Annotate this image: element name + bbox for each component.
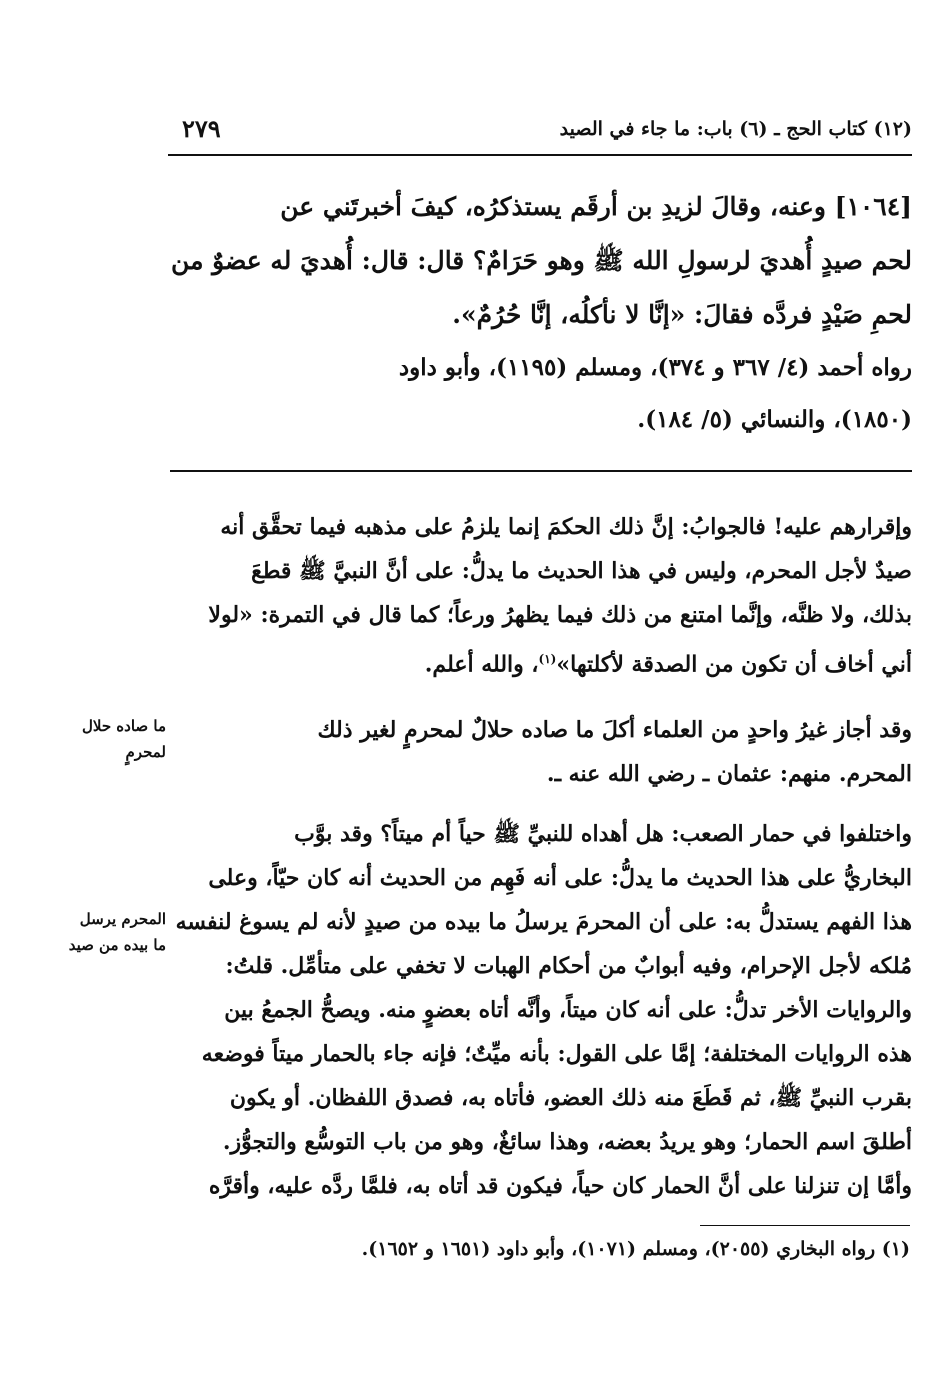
footnote-separator: [700, 1225, 910, 1226]
commentary-line: بقرب النبيِّ ﷺ، ثم قَطَعَ منه ذلك العضو، فأتاه به، فصدق اللفظان. أو يكون: [229, 1085, 912, 1111]
page-number: ٢٧٩: [182, 114, 221, 143]
hadith-line: [١٠٦٤] وعنه، وقالَ لزيدِ بن أرقَم يستذكرُه، كيفَ أخبرتَني عن: [280, 192, 912, 221]
hadith-line: لحمِ صَيْدٍ فردَّه فقالَ: «إنَّا لا نأكلُه، إنَّا حُرُمٌ».: [452, 300, 912, 329]
closing-text: ، والله أعلم.: [424, 651, 539, 678]
margin-note-line: لمحرمٍ: [125, 743, 166, 761]
footnote-reference[interactable]: (١): [538, 652, 557, 666]
takhrij-text: [168, 342, 912, 446]
commentary-line: بذلك، ولا ظنَّه، وإنَّما امتنع من ذلك فيما يظهرُ ورعاً؛ كما قال في التمرة: «لولا: [208, 602, 912, 628]
commentary-line: البخاريُّ على هذا الحديث ما يدلُّ: على أنه فَهِم من الحديث أنه كان حيّاً، وعلى: [208, 865, 912, 891]
margin-note: [16, 906, 166, 958]
takhrij-line: رواه أحمد (٤/ ٣٦٧ و ٣٧٤)، ومسلم (١١٩٥)، وأبو داود: [398, 354, 912, 381]
commentary-paragraph-1: [168, 505, 912, 681]
commentary-line: المحرم. منهم: عثمان ـ رضي الله عنه ـ.: [546, 761, 912, 787]
takhrij-line: (١٨٥٠)، والنسائي (٥/ ١٨٤).: [637, 406, 912, 433]
commentary-line: وأمَّا إن تنزلنا على أنَّ الحمار كان حياً، فيكون قد أتاه به، فلمَّا ردَّه عليه، وأقرَّه: [208, 1173, 912, 1199]
chapter-title: (١٢) كتاب الحج ـ (٦) باب: ما جاء في الصيد: [559, 118, 912, 140]
commentary-line: هذه الروايات المختلفة؛ إمَّا على القول: بأنه ميِّتٌ؛ فإنه جاء بالحمار ميتاً فوضعه: [201, 1041, 912, 1067]
margin-note-line: ما بيده من صيد: [68, 936, 166, 954]
margin-note-line: ما صاده حلال: [81, 717, 166, 735]
section-separator: [170, 470, 912, 472]
commentary-line: صيدٌ لأجل المحرم، وليس في هذا الحديث ما يدلُّ: على أنَّ النبيَّ ﷺ قطعَ: [251, 558, 912, 584]
footnote: (١) رواه البخاري (٢٠٥٥)، ومسلم (١٠٧١)، وأبو داود (١٦٥١ و ١٦٥٢).: [361, 1238, 910, 1260]
commentary-line: والروايات الأخر تدلُّ: على أنه كان ميتاً، وأنَّه أتاه بعضوٍ منه. ويصحُّ الجمعُ بين: [224, 997, 912, 1023]
commentary-paragraph-3: [168, 812, 912, 1208]
commentary-line: هذا الفهم يستدلُّ به: على أن المحرمَ يرسلُ ما بيده من صيدٍ لأنه لم يسوغ لنفسه: [175, 909, 912, 935]
commentary-line: مُلكه لأجل الإحرام، وفيه أبوابٌ من أحكام الهبات لا تخفي على متأمِّل. قلتُ:: [225, 953, 912, 979]
quoted-text: أني أخاف أن تكون من الصدقة لأكلتها»: [556, 651, 912, 678]
commentary-line: أطلقَ اسم الحمار؛ وهو يريدُ بعضه، وهذا سائغٌ، وهو من باب التوسُّع والتجوُّز.: [222, 1129, 912, 1155]
commentary-paragraph-2: [168, 708, 912, 796]
margin-note: [16, 713, 166, 765]
commentary-line: واختلفوا في حمار الصعب: هل أهداه للنبيِّ ﷺ حياً أم ميتاً؟ وقد بوَّب: [294, 821, 912, 847]
commentary-line: وإقرارهم عليه! فالجوابُ: إنَّ ذلك الحكمَ إنما يلزمُ على مذهبه فيما تحقَّق أنه: [220, 514, 912, 540]
commentary-line: وقد أجاز غيرُ واحدٍ من العلماء أكلَ ما صاده حلالٌ لمحرمٍ لغير ذلك: [317, 717, 912, 743]
hadith-text: [168, 180, 912, 342]
hadith-line: لحم صيدٍ أُهديَ لرسولِ الله ﷺ وهو حَرَامٌ؟ قال: قال: أُهديَ له عضوٌ من: [171, 246, 912, 275]
margin-note-line: المحرم يرسل: [79, 910, 166, 928]
commentary-line: [168, 637, 912, 681]
running-header: [168, 110, 912, 156]
